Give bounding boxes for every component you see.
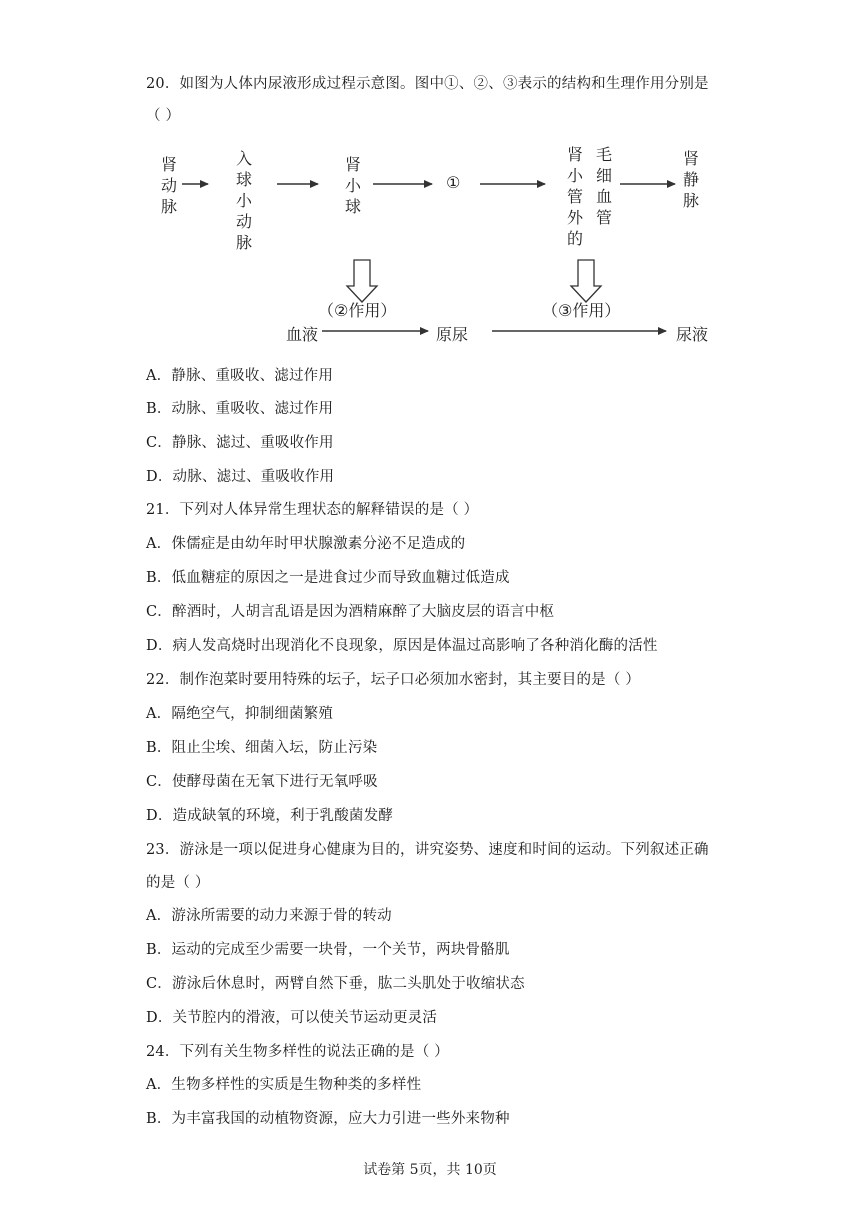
label-renal-artery: 肾动脉: [160, 155, 177, 216]
q21-option-a: A．侏儒症是由幼年时甲状腺激素分泌不足造成的: [146, 536, 466, 552]
q23-option-d: D．关节腔内的滑液，可以使关节运动更灵活: [146, 1010, 438, 1026]
q20-stem-line1: 20．如图为人体内尿液形成过程示意图。图中①、②、③表示的结构和生理作用分别是: [146, 76, 709, 92]
q24-stem: 24．下列有关生物多样性的说法正确的是（ ）: [146, 1044, 449, 1060]
q24-option-b: B．为丰富我国的动植物资源，应大力引进一些外来物种: [146, 1111, 510, 1127]
label-afferent-arteriole: 入球小动脉: [235, 149, 252, 252]
label-primary-urine: 原尿: [436, 325, 469, 344]
label-urine: 尿液: [676, 325, 709, 344]
label-action-2: （②作用）: [318, 301, 397, 320]
q20-option-d: D．动脉、滤过、重吸收作用: [146, 469, 335, 485]
q24-option-a: A．生物多样性的实质是生物种类的多样性: [146, 1077, 422, 1093]
q20-option-a: A．静脉、重吸收、滤过作用: [146, 368, 334, 384]
urine-formation-diagram: [150, 140, 730, 350]
page-footer: 试卷第 5页，共 10页: [363, 1162, 497, 1178]
q23-stem-line2: 的是（ ）: [146, 875, 210, 891]
down-arrow-2: [347, 260, 377, 302]
label-blood: 血液: [286, 325, 319, 344]
q20-stem-line2: （ ）: [146, 108, 181, 124]
q21-option-d: D．病人发高烧时出现消化不良现象，原因是体温过高影响了各种消化酶的活性: [146, 638, 658, 654]
label-glomerulus: 肾小球: [344, 155, 361, 216]
label-renal-vein: 肾静脉: [682, 149, 699, 210]
q23-option-c: C．游泳后休息时，两臂自然下垂，肱二头肌处于收缩状态: [146, 976, 525, 992]
label-capillary-col2: 肾小管外的: [566, 145, 583, 248]
label-action-3: （③作用）: [542, 301, 621, 320]
q22-option-a: A．隔绝空气，抑制细菌繁殖: [146, 706, 334, 722]
q21-option-c: C．醉酒时，人胡言乱语是因为酒精麻醉了大脑皮层的语言中枢: [146, 604, 555, 620]
q22-stem: 22．制作泡菜时要用特殊的坛子，坛子口必须加水密封，其主要目的是（ ）: [146, 672, 641, 688]
q22-option-c: C．使酵母菌在无氧下进行无氧呼吸: [146, 774, 378, 790]
label-capillary-col1: 毛细血管: [595, 145, 612, 227]
q20-option-b: B．动脉、重吸收、滤过作用: [146, 401, 334, 417]
q23-option-b: B．运动的完成至少需要一块骨，一个关节，两块骨骼肌: [146, 942, 510, 958]
q21-stem: 21．下列对人体异常生理状态的解释错误的是（ ）: [146, 502, 479, 518]
q23-stem-line1: 23．游泳是一项以促进身心健康为目的，讲究姿势、速度和时间的运动。下列叙述正确: [146, 842, 709, 858]
marker-1: ①: [446, 173, 461, 192]
q20-option-c: C．静脉、滤过、重吸收作用: [146, 435, 334, 451]
q23-option-a: A．游泳所需要的动力来源于骨的转动: [146, 908, 392, 924]
q22-option-d: D．造成缺氧的环境，利于乳酸菌发酵: [146, 808, 394, 824]
down-arrow-3: [571, 260, 601, 302]
q21-option-b: B．低血糖症的原因之一是进食过少而导致血糖过低造成: [146, 570, 510, 586]
q22-option-b: B．阻止尘埃、细菌入坛，防止污染: [146, 740, 378, 756]
